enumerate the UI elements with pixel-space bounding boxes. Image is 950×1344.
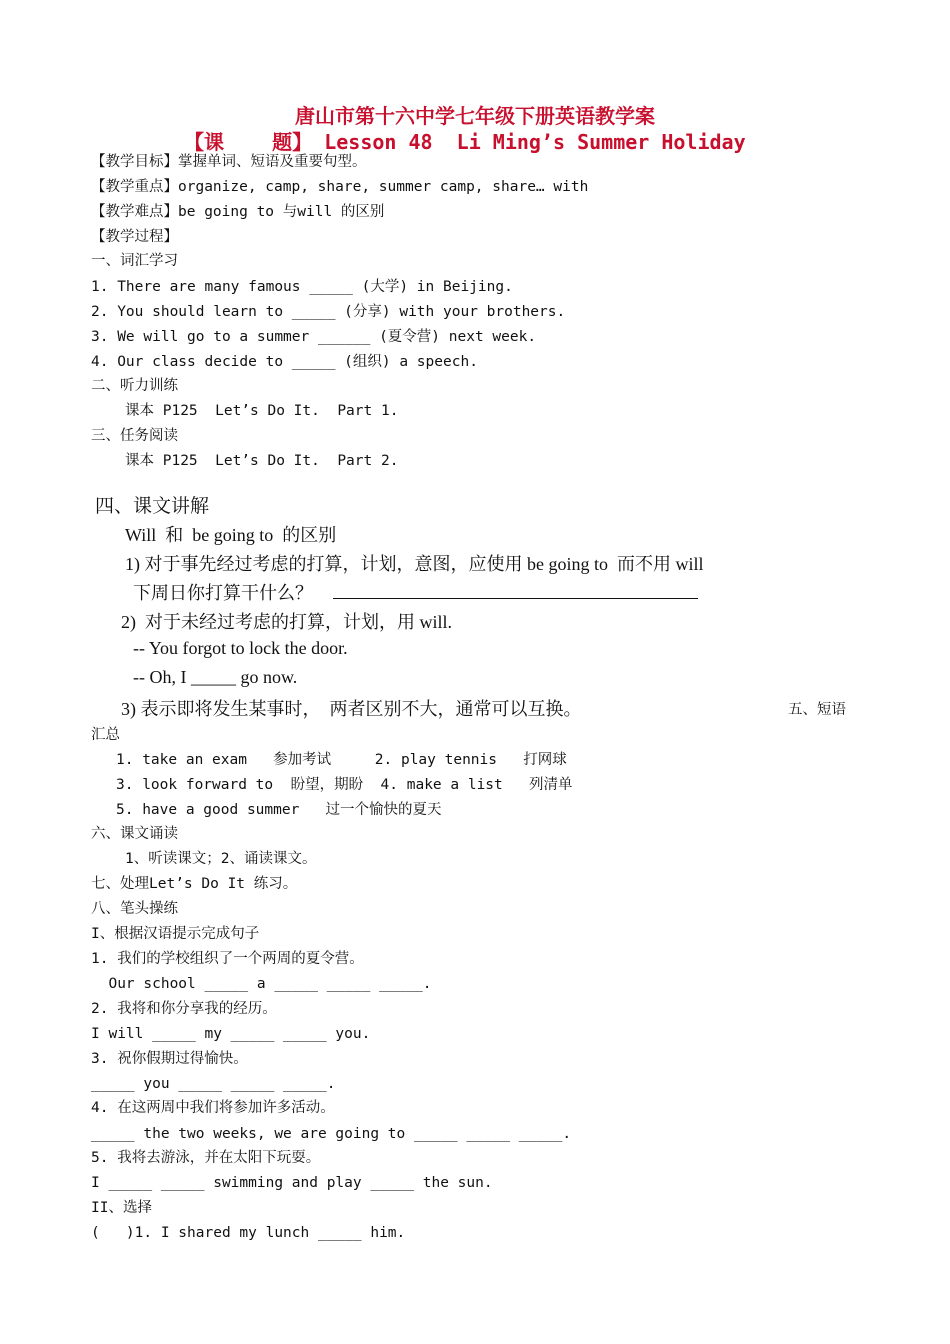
section5-heading-part2: 汇总 [91, 727, 120, 743]
section5-heading-part1: 五、短语 [788, 702, 846, 718]
section4-point1: 1) 对于事先经过考虑的打算，计划，意图，应使用 be going to 而不用 will [125, 554, 704, 574]
section3-heading: 三、任务阅读 [91, 428, 178, 444]
vocab-item: 2. You should learn to _____ (分享) with your brothers. [91, 304, 566, 320]
part2-heading: II、选择 [91, 1200, 152, 1216]
exercise-item: I will _____ my _____ _____ you. [91, 1026, 371, 1042]
exercise-item: 3. 祝你假期过得愉快。 [91, 1051, 248, 1067]
vocab-item: 4. Our class decide to _____ (组织) a speech. [91, 354, 478, 370]
section2-text: 课本 P125 Let’s Do It. Part 1. [125, 403, 399, 419]
phrase-row: 5. have a good summer 过一个愉快的夏天 [116, 802, 442, 818]
vocab-item: 3. We will go to a summer ______ (夏令营) next week. [91, 329, 537, 345]
choice-item: ( )1. I shared my lunch _____ him. [91, 1225, 406, 1241]
section2-heading: 二、听力训练 [91, 378, 178, 394]
section4-heading: 四、课文讲解 [95, 495, 210, 517]
exercise-item: 2. 我将和你分享我的经历。 [91, 1001, 277, 1017]
section4-dialog2: -- Oh, I _____ go now. [133, 667, 298, 687]
teaching-difficulty: 【教学难点】be going to 与will 的区别 [91, 204, 385, 220]
teaching-process: 【教学过程】 [91, 229, 178, 245]
lesson-title: 【课 题】 Lesson 48 Li Ming’s Summer Holiday [184, 130, 746, 154]
section8-heading: 八、笔头操练 [91, 901, 178, 917]
section4-question1: 下周日你打算干什么？ [133, 583, 313, 603]
exercise-item: _____ the two weeks, we are going to _____ _____ _____. [91, 1126, 572, 1142]
phrase-row: 1. take an exam 参加考试 2. play tennis 打网球 [116, 752, 567, 768]
section6-heading: 六、课文诵读 [91, 826, 178, 842]
answer-line [333, 598, 698, 599]
teaching-goal: 【教学目标】掌握单词、短语及重要句型。 [91, 154, 367, 170]
section4-intro: Will 和 be going to 的区别 [125, 525, 337, 545]
exercise-item: Our school _____ a _____ _____ _____. [91, 976, 432, 992]
exercise-item: 4. 在这两周中我们将参加许多活动。 [91, 1100, 335, 1116]
section3-text: 课本 P125 Let’s Do It. Part 2. [125, 453, 399, 469]
vocab-item: 1. There are many famous _____ (大学) in Beijing. [91, 279, 513, 295]
section4-point2: 2) 对于未经过考虑的打算，计划，用 will. [121, 612, 452, 632]
teaching-focus: 【教学重点】organize, camp, share, summer camp, share… with [91, 179, 589, 195]
page-title: 唐山市第十六中学七年级下册英语教学案 [295, 104, 655, 128]
part1-heading: I、根据汉语提示完成句子 [91, 926, 260, 942]
exercise-item: _____ you _____ _____ _____. [91, 1076, 336, 1092]
exercise-item: 1. 我们的学校组织了一个两周的夏令营。 [91, 951, 364, 967]
exercise-item: I _____ _____ swimming and play _____ the sun. [91, 1175, 493, 1191]
phrase-row: 3. look forward to 盼望，期盼 4. make a list 列清单 [116, 777, 573, 793]
section4-point3: 3) 表示即将发生某事时， 两者区别不大，通常可以互换。 [121, 699, 582, 719]
section7-heading: 七、处理Let’s Do It 练习。 [91, 876, 298, 892]
section1-heading: 一、词汇学习 [91, 253, 178, 269]
exercise-item: 5. 我将去游泳，并在太阳下玩耍。 [91, 1150, 321, 1166]
section4-dialog1: -- You forgot to lock the door. [133, 638, 348, 658]
section6-text: 1、听读课文；2、诵读课文。 [125, 851, 317, 867]
